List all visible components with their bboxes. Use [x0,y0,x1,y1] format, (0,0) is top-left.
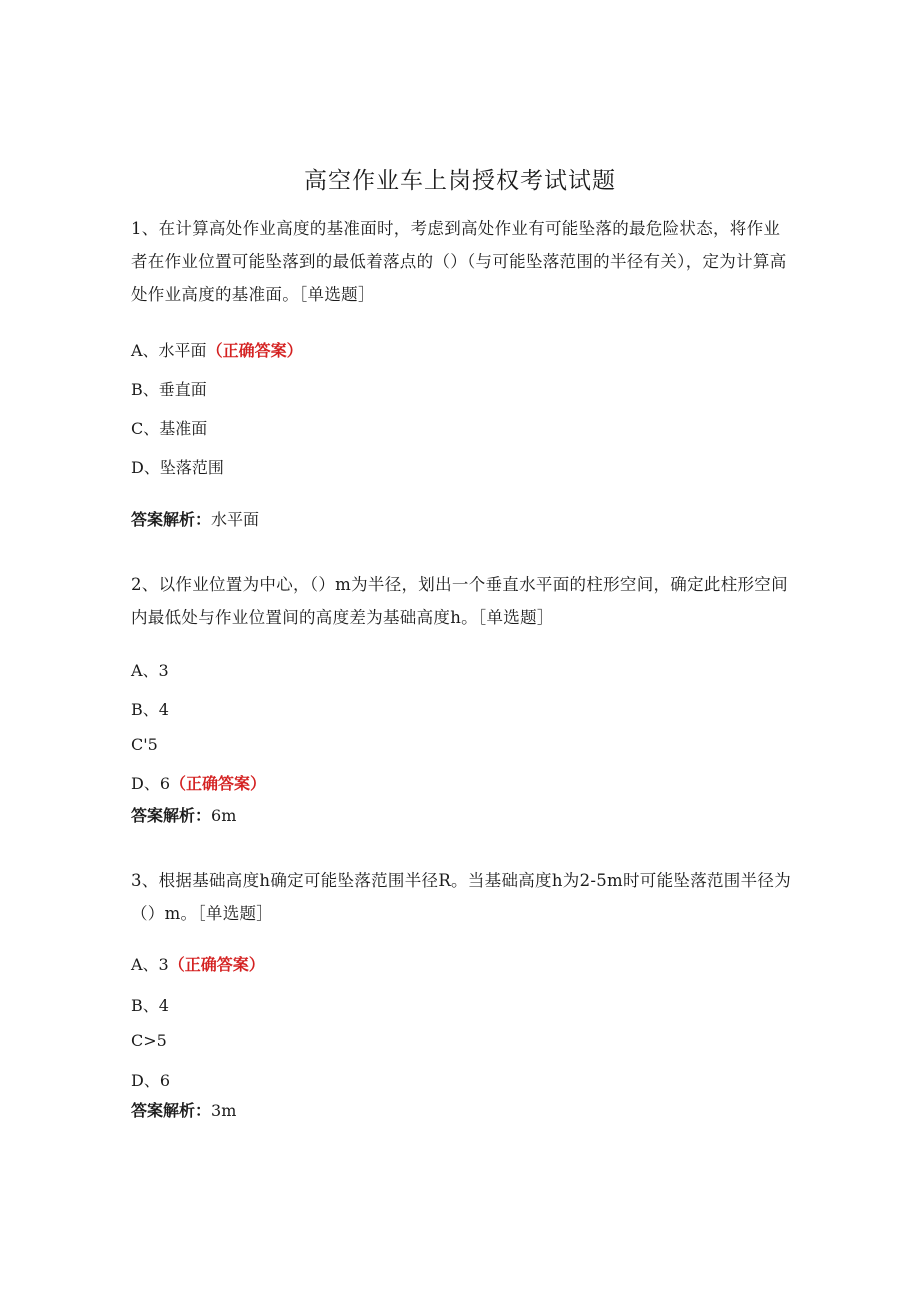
question-2-analysis: 答案解析：6m [131,806,237,825]
question-3-option-c: C>5 [131,1031,167,1050]
document-title: 高空作业车上岗授权考试试题 [304,168,616,194]
question-1-option-d: D、坠落范围 [131,458,224,477]
question-1-option-c: C、基准面 [131,419,208,438]
analysis-label: 答案解析： [131,510,212,529]
correct-answer-tag: （正确答案） [168,955,265,974]
correct-answer-tag: （正确答案） [206,341,303,360]
question-3-option-b: B、4 [131,996,169,1015]
question-1-analysis: 答案解析：水平面 [131,510,260,529]
question-1-option-b: B、垂直面 [131,380,207,399]
question-1-option-a: A、水平面（正确答案） [131,341,303,360]
question-2-stem: 2、以作业位置为中心，（）m为半径，划出一个垂直水平面的柱形空间，确定此柱形空间内最低处与作业位置间的高度差为基础高度h。［单选题］ [131,575,788,627]
question-3-option-a: A、3（正确答案） [131,955,265,974]
analysis-label: 答案解析： [131,1101,212,1120]
question-2-option-b: B、4 [131,700,169,719]
question-3-analysis: 答案解析：3m [131,1101,237,1120]
analysis-label: 答案解析： [131,806,212,825]
question-2-option-a: A、3 [131,661,169,680]
question-2-option-c: C'5 [131,735,158,754]
question-3-stem: 3、根据基础高度h确定可能坠落范围半径R。当基础高度h为2-5m时可能坠落范围半径为（）m。［单选题］ [131,871,791,923]
question-3-option-d: D、6 [131,1071,171,1090]
correct-answer-tag: （正确答案） [170,774,267,793]
question-2-option-d: D、6（正确答案） [131,774,267,793]
question-1-stem: 1、在计算高处作业高度的基准面时，考虑到高处作业有可能坠落的最危险状态，将作业者在作业位置可能坠落到的最低着落点的（）（与可能坠落范围的半径有关），定为计算高处作业高度的基准面。［单选题］ [131,219,787,304]
